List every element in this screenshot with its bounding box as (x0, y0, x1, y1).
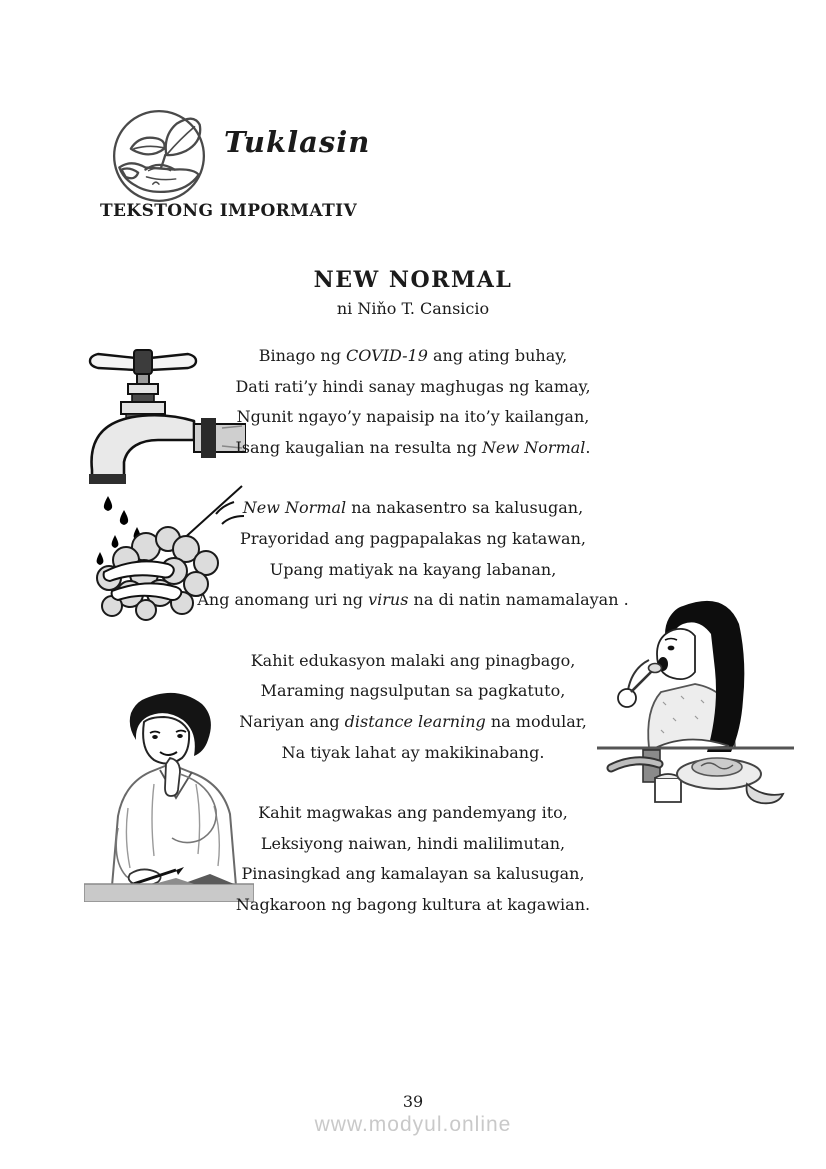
watermark: www.modyul.online (314, 1113, 512, 1136)
poem-line: Ang anomang uri ng virus na di natin namamalayan . (197, 590, 629, 610)
poem-line: Ngunit ngayo’y napaisip na ito’y kailangan, (236, 407, 590, 427)
section-title: Tuklasin (224, 125, 371, 159)
poem-line: Kahit magwakas ang pandemyang ito, (258, 803, 568, 823)
poem-line: Binago ng COVID-19 ang ating buhay, (258, 346, 568, 365)
poem-line: Prayoridad ang pagpapalakas ng katawan, (240, 528, 586, 548)
poem-line: Nariyan ang distance learning na modular, (239, 711, 587, 731)
poem-line: Maraming nagsulputan sa pagkatuto, (260, 681, 566, 701)
hand-seedling-icon (111, 108, 207, 204)
poem-stanza-2 (0, 493, 826, 615)
poem-title: NEW NORMAL (313, 267, 513, 293)
poem-body (0, 341, 826, 951)
poem-stanza-4 (0, 798, 826, 920)
poem-line: New Normal na nakasentro sa kalusugan, (242, 498, 584, 518)
poem-line: Nagkaroon ng bagong kultura at kagawian. (235, 894, 591, 914)
poem-line: Kahit edukasyon malaki ang pinagbago, (250, 650, 576, 670)
text-type-label: TEKSTONG IMPORMATIV (100, 201, 358, 221)
tuklasin-logo (111, 108, 207, 204)
poem-line: Pinasingkad ang kamalayan sa kalusugan, (241, 864, 585, 884)
poem-line: Leksiyong naiwan, hindi malilimutan, (260, 833, 566, 853)
poem-line: Na tiyak lahat ay makikinabang. (281, 742, 545, 762)
poem-byline: ni Niňo T. Cansicio (336, 299, 490, 318)
poem-line: Upang matiyak na kayang labanan, (269, 559, 557, 579)
poem-stanza-1 (0, 341, 826, 463)
poem-stanza-3 (0, 646, 826, 768)
poem-line: Dati rati’y hindi sanay maghugas ng kamay, (235, 376, 591, 396)
poem-line: Isang kaugalian na resulta ng New Normal. (235, 437, 591, 457)
page-number: 39 (402, 1092, 424, 1111)
